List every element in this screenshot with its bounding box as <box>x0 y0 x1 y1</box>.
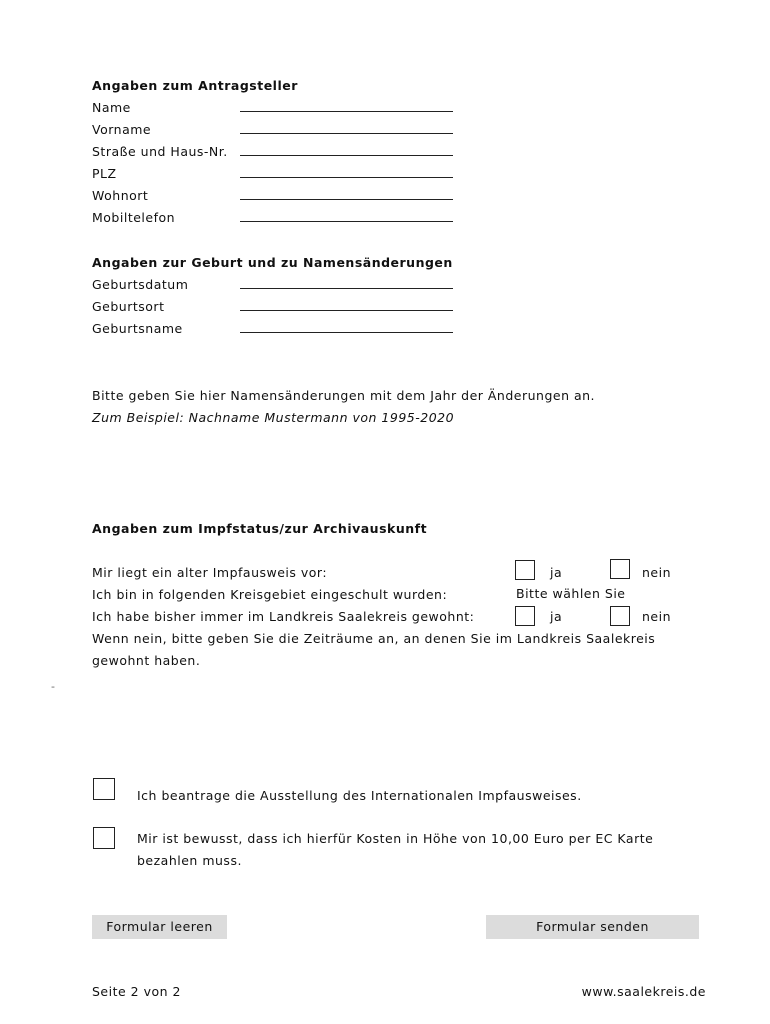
mobile-label: Mobiltelefon <box>92 210 176 225</box>
zip-field[interactable] <box>240 177 453 178</box>
name-changes-example: Zum Beispiel: Nachname Mustermann von 1995-2020 <box>92 410 455 425</box>
send-form-button[interactable]: Formular senden <box>486 915 699 939</box>
periods-question-line1: Wenn nein, bitte geben Sie die Zeiträume an, an denen Sie im Landkreis Saalekreis <box>92 631 656 646</box>
birth-place-field[interactable] <box>240 310 453 311</box>
page-number: Seite 2 von 2 <box>92 984 181 999</box>
stray-dash: - <box>51 680 56 693</box>
old-pass-no-checkbox[interactable] <box>610 559 630 579</box>
mobile-field[interactable] <box>240 221 453 222</box>
city-field[interactable] <box>240 199 453 200</box>
website-url: www.saalekreis.de <box>581 984 706 999</box>
school-district-select[interactable]: Bitte wählen Sie <box>516 586 626 601</box>
name-changes-instruction: Bitte geben Sie hier Namensänderungen mit dem Jahr der Änderungen an. <box>92 388 596 403</box>
birth-date-field[interactable] <box>240 288 453 289</box>
clear-form-button[interactable]: Formular leeren <box>92 915 227 939</box>
costs-declaration-line1: Mir ist bewusst, dass ich hierfür Kosten in Höhe von 10,00 Euro per EC Karte <box>137 831 654 846</box>
birth-heading: Angaben zur Geburt und zu Namensänderungen <box>92 255 453 270</box>
vaccination-heading: Angaben zum Impfstatus/zur Archivauskunft <box>92 521 428 536</box>
resident-question: Ich habe bisher immer im Landkreis Saalekreis gewohnt: <box>92 609 475 624</box>
zip-label: PLZ <box>92 166 117 181</box>
costs-declaration-line2: bezahlen muss. <box>137 853 242 868</box>
birth-name-label: Geburtsname <box>92 321 183 336</box>
street-field[interactable] <box>240 155 453 156</box>
periods-question-line2: gewohnt haben. <box>92 653 201 668</box>
costs-checkbox[interactable] <box>93 827 115 849</box>
resident-no-label: nein <box>642 609 672 624</box>
apply-declaration: Ich beantrage die Ausstellung des Internationalen Impfausweises. <box>137 788 582 803</box>
first-name-label: Vorname <box>92 122 152 137</box>
resident-no-checkbox[interactable] <box>610 606 630 626</box>
name-field[interactable] <box>240 111 453 112</box>
city-label: Wohnort <box>92 188 149 203</box>
apply-checkbox[interactable] <box>93 778 115 800</box>
street-label: Straße und Haus-Nr. <box>92 144 228 159</box>
old-pass-question: Mir liegt ein alter Impfausweis vor: <box>92 565 328 580</box>
birth-date-label: Geburtsdatum <box>92 277 189 292</box>
old-pass-no-label: nein <box>642 565 672 580</box>
birth-name-field[interactable] <box>240 332 453 333</box>
resident-yes-label: ja <box>550 609 563 624</box>
applicant-heading: Angaben zum Antragsteller <box>92 78 298 93</box>
first-name-field[interactable] <box>240 133 453 134</box>
birth-place-label: Geburtsort <box>92 299 165 314</box>
old-pass-yes-label: ja <box>550 565 563 580</box>
name-label: Name <box>92 100 131 115</box>
old-pass-yes-checkbox[interactable] <box>515 560 535 580</box>
resident-yes-checkbox[interactable] <box>515 606 535 626</box>
school-question: Ich bin in folgenden Kreisgebiet eingeschult wurden: <box>92 587 448 602</box>
